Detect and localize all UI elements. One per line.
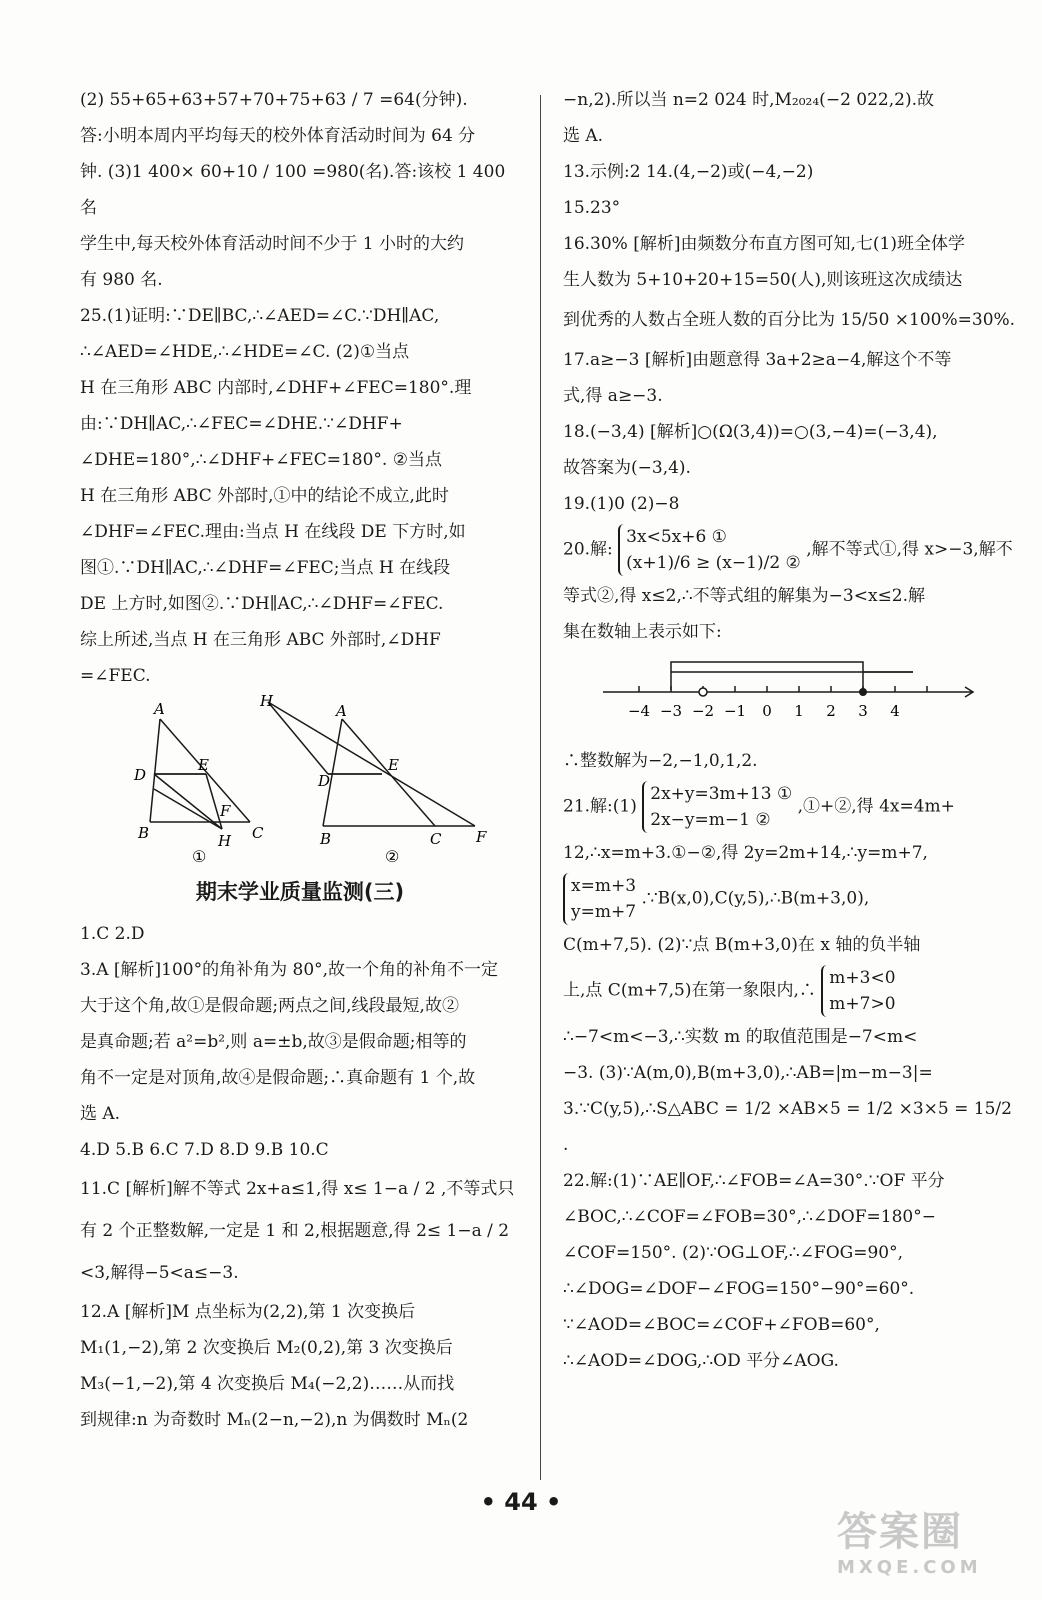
answer-20-line: ∴整数解为−2,−1,0,1,2. bbox=[563, 751, 758, 771]
answer-24-text3: 有 980 名. bbox=[80, 270, 163, 290]
answer-12-line: M₁(1,−2),第 2 次变换后 M₂(0,2),第 3 次变换后 bbox=[80, 1338, 453, 1358]
answer-11 bbox=[80, 1168, 520, 1294]
answer-21-line: 12,∴x=m+3.①−②,得 2y=2m+14,∴y=m+7, bbox=[563, 843, 928, 863]
answer-15: 15.23° bbox=[563, 198, 621, 218]
tick-label: 2 bbox=[826, 702, 836, 720]
answer-20-line: 集在数轴上表示如下: bbox=[563, 622, 722, 642]
answer-22-line: ∠BOC,∴∠COF=∠FOB=30°,∴∠DOF=180°− bbox=[563, 1207, 936, 1227]
solution-bracket-1 bbox=[671, 662, 863, 690]
section-title: 期末学业质量监测(三) bbox=[195, 880, 405, 904]
answer-21-line: −3. (3)∵A(m,0),B(m+3,0),∴AB=|m−m−3|= bbox=[563, 1063, 933, 1083]
range-2: m+7>0 bbox=[829, 994, 896, 1014]
right-column bbox=[563, 82, 1018, 1379]
label-b: B bbox=[138, 824, 150, 842]
answer-20-after: ,解不等式①,得 x>−3,解不 bbox=[806, 539, 1013, 560]
tick-label: −1 bbox=[723, 702, 747, 720]
answer-3 bbox=[80, 952, 520, 1132]
watermark-top: 答案圈 bbox=[837, 1509, 963, 1555]
figure-2-caption: ② bbox=[385, 847, 400, 864]
answer-13-14: 13.示例:2 14.(4,−2)或(−4,−2) bbox=[563, 162, 814, 182]
answer-24-text2: 学生中,每天校外体育活动时间不少于 1 小时的大约 bbox=[80, 234, 465, 254]
closed-dot bbox=[859, 688, 867, 696]
answer-22-line: 22.解:(1)∵AE∥OF,∴∠FOB=∠A=30°.∵OF 平分 bbox=[563, 1171, 945, 1191]
label-f: F bbox=[220, 802, 231, 820]
answer-3-line: 3.A [解析]100°的角补角为 80°,故一个角的补角不一定 bbox=[80, 960, 499, 980]
label-a: A bbox=[154, 700, 165, 718]
answer-3-line: 大于这个角,故①是假命题;两点之间,线段最短,故② bbox=[80, 996, 459, 1016]
label-e2: E bbox=[388, 756, 399, 774]
answer-21-after: ,①+②,得 4x=4m+ bbox=[797, 796, 955, 817]
tick-label: 3 bbox=[858, 702, 868, 720]
answer-22-line: ∴∠DOG=∠DOF−∠FOG=150°−90°=60°. bbox=[563, 1279, 915, 1299]
answer-12-line: M₃(−1,−2),第 4 次变换后 M₄(−2,2)……从而找 bbox=[80, 1374, 455, 1394]
answer-21-after2: .∵B(x,0),C(y,5),∴B(m+3,0), bbox=[641, 888, 870, 909]
answer-17 bbox=[563, 342, 1018, 414]
answer-21-head: 21.解:(1) bbox=[563, 796, 637, 817]
answer-22 bbox=[563, 1163, 1018, 1379]
tick-label: 1 bbox=[794, 702, 804, 720]
solution-x: x=m+3 bbox=[571, 876, 637, 896]
answer-3-line: 选 A. bbox=[80, 1104, 121, 1124]
answer-21-line bbox=[563, 871, 1018, 927]
watermark-bottom: MXQE.COM bbox=[837, 1557, 982, 1578]
answer-19: 19.(1)0 (2)−8 bbox=[563, 494, 680, 514]
answer-22-line: ∵∠AOD=∠BOC=∠COF+∠FOB=60°, bbox=[563, 1315, 880, 1335]
answer-18 bbox=[563, 414, 1018, 486]
answer-25-line: 25.(1)证明:∵DE∥BC,∴∠AED=∠C.∵DH∥AC, bbox=[80, 306, 440, 326]
answer-25 bbox=[80, 298, 520, 694]
label-f2: F bbox=[476, 828, 487, 846]
open-dot bbox=[699, 688, 707, 696]
solution-y: y=m+7 bbox=[571, 902, 637, 922]
label-d2: D bbox=[318, 772, 331, 790]
answer-24-3: 钟. (3)1 400× 60+10 / 100 =980(名).答:该校 1 400 名 bbox=[80, 162, 506, 218]
equation-system bbox=[642, 781, 792, 833]
answer-3-line: 角不一定是对顶角,故④是假命题;∴真命题有 1 个,故 bbox=[80, 1068, 476, 1088]
equation-1: 2x+y=3m+13 ① bbox=[650, 784, 793, 804]
ticks bbox=[639, 686, 927, 692]
answer-16-line: 16.30% [解析]由频数分布直方图可知,七(1)班全体学 bbox=[563, 234, 965, 254]
label-b2: B bbox=[320, 830, 332, 848]
answer-21-line: 3.∵C(y,5),∴S△ABC = 1/2 ×AB×5 = 1/2 ×3×5 = 15/2 . bbox=[563, 1099, 1012, 1155]
inequality-1: 3x<5x+6 ① bbox=[626, 527, 727, 547]
figure-1-caption: ① bbox=[192, 847, 207, 864]
label-a2: A bbox=[336, 702, 347, 720]
answer-24-text: 答:小明本周内平均每天的校外体育活动时间为 64 分 bbox=[80, 126, 476, 146]
watermark-logo bbox=[837, 1500, 1007, 1580]
answer-21-l5: 上,点 C(m+7,5)在第一象限内,∴ bbox=[563, 980, 816, 1001]
label-c2: C bbox=[430, 830, 442, 848]
answer-25-line: DE 上方时,如图②.∵DH∥AC,∴∠DHF=∠FEC. bbox=[80, 594, 444, 614]
answer-21-line bbox=[563, 963, 1018, 1019]
answer-16-line: 到优秀的人数占全班人数的百分比为 15/50 ×100%=30%. bbox=[563, 310, 1016, 330]
answer-20-line: 等式②,得 x≤2,∴不等式组的解集为−3<x≤2.解 bbox=[563, 586, 926, 606]
answer-12-line: 到规律:n 为奇数时 Mₙ(2−n,−2),n 为偶数时 Mₙ(2 bbox=[80, 1410, 469, 1430]
column-divider bbox=[540, 95, 541, 1480]
label-c: C bbox=[252, 824, 264, 842]
answer-25-line: 图①.∵DH∥AC,∴∠DHF=∠FEC;当点 H 在线段 bbox=[80, 558, 451, 578]
answer-21 bbox=[563, 779, 1018, 1163]
answer-12-line: 12.A [解析]M 点坐标为(2,2),第 1 次变换后 bbox=[80, 1302, 416, 1322]
answer-25-line: ∠DHE=180°,∴∠DHF+∠FEC=180°. ②当点 bbox=[80, 450, 442, 470]
label-h: H bbox=[218, 832, 232, 850]
inequality-2: (x+1)/6 ≥ (x−1)/2 ② bbox=[626, 553, 801, 573]
answer-12-cont: 选 A. bbox=[563, 126, 604, 146]
figure-2 bbox=[268, 702, 475, 826]
tick-label: −3 bbox=[659, 702, 683, 720]
answer-12 bbox=[80, 1294, 520, 1438]
answer-20-head: 20.解: bbox=[563, 539, 613, 560]
answer-16 bbox=[563, 226, 1018, 342]
answer-21-line: ∴−7<m<−3,∴实数 m 的取值范围是−7<m< bbox=[563, 1027, 918, 1047]
answer-22-line: ∠COF=150°. (2)∵OG⊥OF,∴∠FOG=90°, bbox=[563, 1243, 904, 1263]
equation-2: 2x−y=m−1 ② bbox=[650, 810, 771, 830]
tick-label: −2 bbox=[691, 702, 715, 720]
answer-16-line: 生人数为 5+10+20+15=50(人),则该班这次成绩达 bbox=[563, 270, 963, 290]
label-e: E bbox=[198, 756, 209, 774]
answer-12-cont: −n,2).所以当 n=2 024 时,M₂₀₂₄(−2 022,2).故 bbox=[563, 90, 934, 110]
answer-25-line: =∠FEC. bbox=[80, 666, 151, 686]
answer-4-10: 4.D 5.B 6.C 7.D 8.D 9.B 10.C bbox=[80, 1140, 329, 1160]
answer-20 bbox=[563, 522, 1018, 779]
page-number: • 44 • bbox=[480, 1488, 562, 1516]
answer-24-2: (2) 55+65+63+57+70+75+63 / 7 =64(分钟). bbox=[80, 90, 468, 110]
range-system bbox=[821, 965, 895, 1017]
answer-17-line: 式,得 a≥−3. bbox=[563, 386, 663, 406]
label-d: D bbox=[134, 766, 147, 784]
answer-3-line: 是真命题;若 a²=b²,则 a=±b,故③是假命题;相等的 bbox=[80, 1032, 467, 1052]
answer-25-line: ∴∠AED=∠HDE,∴∠HDE=∠C. (2)①当点 bbox=[80, 342, 410, 362]
answer-22-line: ∴∠AOD=∠DOG,∴OD 平分∠AOG. bbox=[563, 1351, 839, 1371]
answer-11-line: 有 2 个正整数解,一定是 1 和 2,根据题意,得 2≤ 1−a / 2 bbox=[80, 1221, 510, 1241]
answer-1-2: 1.C 2.D bbox=[80, 924, 145, 944]
answer-25-line: 由:∵DH∥AC,∴∠FEC=∠DHE.∵∠DHF+ bbox=[80, 414, 403, 434]
answer-17-line: 17.a≥−3 [解析]由题意得 3a+2≥a−4,解这个不等 bbox=[563, 350, 952, 370]
left-column bbox=[80, 82, 520, 1438]
number-line bbox=[563, 650, 1013, 730]
figure-1 bbox=[150, 719, 250, 829]
solution-system bbox=[563, 873, 636, 925]
answer-25-line: H 在三角形 ABC 内部时,∠DHF+∠FEC=180°.理 bbox=[80, 378, 472, 398]
answer-18-line: 故答案为(−3,4). bbox=[563, 458, 691, 478]
answer-11-line: 11.C [解析]解不等式 2x+a≤1,得 x≤ 1−a / 2 ,不等式只 bbox=[80, 1179, 515, 1199]
answer-11-line: <3,解得−5<a≤−3. bbox=[80, 1263, 239, 1283]
label-h2: H bbox=[260, 694, 274, 710]
tick-label: −4 bbox=[627, 702, 651, 720]
answer-25-line: ∠DHF=∠FEC.理由:当点 H 在线段 DE 下方时,如 bbox=[80, 522, 466, 542]
answer-20-system-line bbox=[563, 522, 1018, 578]
answer-21-line: C(m+7,5). (2)∵点 B(m+3,0)在 x 轴的负半轴 bbox=[563, 935, 921, 955]
tick-label: 4 bbox=[890, 702, 900, 720]
answer-18-line: 18.(−3,4) [解析]○(Ω(3,4))=○(3,−4)=(−3,4), bbox=[563, 422, 938, 442]
answer-25-line: 综上所述,当点 H 在三角形 ABC 外部时,∠DHF bbox=[80, 630, 441, 650]
answer-21-system-line bbox=[563, 779, 1018, 835]
inequality-system bbox=[618, 524, 801, 576]
answer-25-line: H 在三角形 ABC 外部时,①中的结论不成立,此时 bbox=[80, 486, 449, 506]
geometry-figures bbox=[80, 694, 520, 864]
tick-label: 0 bbox=[762, 702, 772, 720]
range-1: m+3<0 bbox=[829, 968, 896, 988]
